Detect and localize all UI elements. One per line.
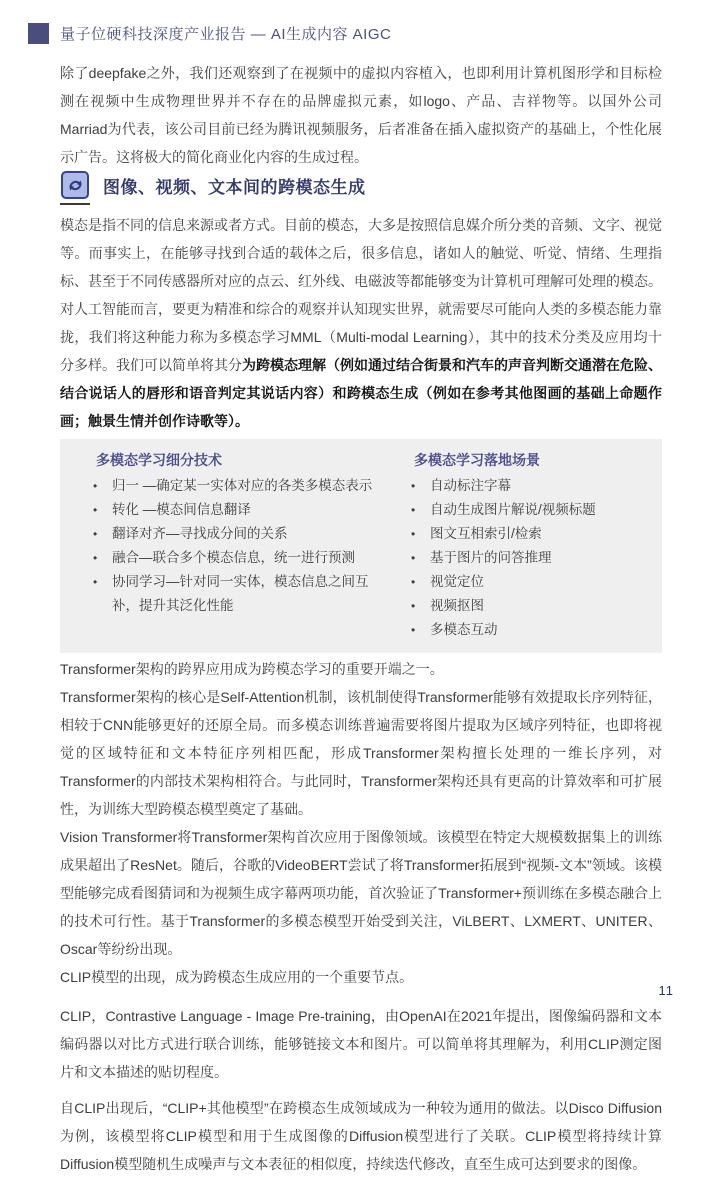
icon-underline [60, 203, 90, 205]
info-box-right-title: 多模态学习落地场景 [414, 452, 540, 468]
list-item: • 基于图片的问答推理 [402, 546, 644, 570]
list-item: • 协同学习—针对同一实体，模态信息之间互补，提升其泛化性能 [84, 570, 402, 618]
list-item: • 转化 —模态间信息翻译 [84, 498, 402, 522]
techniques-list [84, 474, 402, 618]
list-item: • 图文互相索引/检索 [402, 522, 644, 546]
scenarios-list [402, 474, 644, 642]
report-header [28, 21, 662, 45]
page-number: 11 [658, 983, 674, 998]
multimodal-info-box [60, 439, 662, 653]
list-item: • 多模态互动 [402, 618, 644, 642]
mml-paragraph-bold: 为跨模态理解（例如通过结合街景和汽车的声音判断交通潜在危险、结合说话人的唇形和语音判定其说话内容）和跨模态生成（例如在参考其他图画的基础上命题作画；触景生情并创作诗歌等）。 [60, 357, 662, 429]
section-title: 图像、视频、文本间的跨模态生成 [103, 177, 366, 197]
list-item: • 视觉定位 [402, 570, 644, 594]
section-icon-wrap [60, 171, 90, 205]
info-box-left-title: 多模态学习细分技术 [96, 452, 222, 468]
report-title: 量子位硬科技深度产业报告 — AI生成内容 AIGC [60, 25, 392, 43]
list-item: • 自动标注字幕 [402, 474, 644, 498]
transformer-intro-line: Transformer架构的跨界应用成为跨模态学习的重要开端之一。 [60, 661, 444, 677]
clip-diffusion-paragraph: 自CLIP出现后，“CLIP+其他模型”在跨模态生成领域成为一种较为通用的做法。以Disco Diffusion为例，该模型将CLIP模型和用于生成图像的Diffusion模型进行了关联。CLIP模型将持续计算Diffusion模型随机生成噪声与文本表征的相似度，持续迭代修改，直至生成可达到要求的图像。 [60, 1100, 662, 1172]
section-header [60, 171, 662, 205]
info-box-right-column [402, 448, 644, 642]
sync-icon [61, 171, 89, 199]
list-item: • 归一 —确定某一实体对应的各类多模态表示 [84, 474, 402, 498]
list-item: • 视频抠图 [402, 594, 644, 618]
mml-paragraph-normal: 对人工智能而言，要更为精准和综合的观察并认知现实世界，就需要尽可能向人类的多模态能力靠拢，我们将这种能力称为多模态学习MML（Multi-modal Learning），其中的技术分类及应用均十分多样。我们可以简单将其分 [60, 301, 662, 373]
list-item: • 融合—联合多个模态信息，统一进行预测 [84, 546, 402, 570]
clip-milestone-line: CLIP模型的出现，成为跨模态生成应用的一个重要节点。 [60, 969, 414, 985]
header-accent-square [28, 23, 49, 44]
modality-paragraph: 模态是指不同的信息来源或者方式。目前的模态，大多是按照信息媒介所分类的音频、文字、视觉等。而事实上，在能够寻找到合适的载体之后，很多信息，诸如人的触觉、听觉、情绪、生理指标、甚至于不同传感器所对应的点云、红外线、电磁波等都能够变为计算机可理解可处理的模态。 [60, 217, 662, 289]
intro-paragraph: 除了deepfake之外，我们还观察到了在视频中的虚拟内容植入，也即利用计算机图形学和目标检测在视频中生成物理世界并不存在的品牌虚拟元素，如logo、产品、吉祥物等。以国外公司Marriad为代表，该公司目前已经为腾讯视频服务，后者准备在插入虚拟资产的基础上，个性化展示广告。这将极大的简化商业化内容的生成过程。 [60, 65, 662, 165]
list-item: • 自动生成图片解说/视频标题 [402, 498, 644, 522]
list-item: • 翻译对齐—寻找成分间的关系 [84, 522, 402, 546]
mml-paragraph [60, 295, 662, 435]
vision-transformer-paragraph: Vision Transformer将Transformer架构首次应用于图像领域。该模型在特定大规模数据集上的训练成果超出了ResNet。随后，谷歌的VideoBERT尝试了将Transformer拓展到“视频-文本”领域。该模型能够完成看图猜词和为视频生成字幕两项功能，首次验证了Transformer+预训练在多模态融合上的技术可行性。基于Transformer的多模态模型开始受到关注，ViLBERT、LXMERT、UNITER、Oscar等纷纷出现。 [60, 829, 662, 957]
clip-description-paragraph: CLIP，Contrastive Language - Image Pre-training，由OpenAI在2021年提出，图像编码器和文本编码器以对比方式进行联合训练，能够链接文本和图片。可以简单将其理解为，利用CLIP测定图片和文本描述的贴切程度。 [60, 1008, 662, 1080]
info-box-left-column [84, 448, 402, 642]
transformer-core-paragraph: Transformer架构的核心是Self-Attention机制，该机制使得Transformer能够有效提取长序列特征，相较于CNN能够更好的还原全局。而多模态训练普遍需要将图片提取为区域序列特征，也即将视觉的区域特征和文本特征序列相匹配，形成Transformer架构擅长处理的一维长序列，对Transformer的内部技术架构相符合。与此同时，Transformer架构还具有更高的计算效率和可扩展性，为训练大型跨模态模型奠定了基础。 [60, 689, 662, 817]
